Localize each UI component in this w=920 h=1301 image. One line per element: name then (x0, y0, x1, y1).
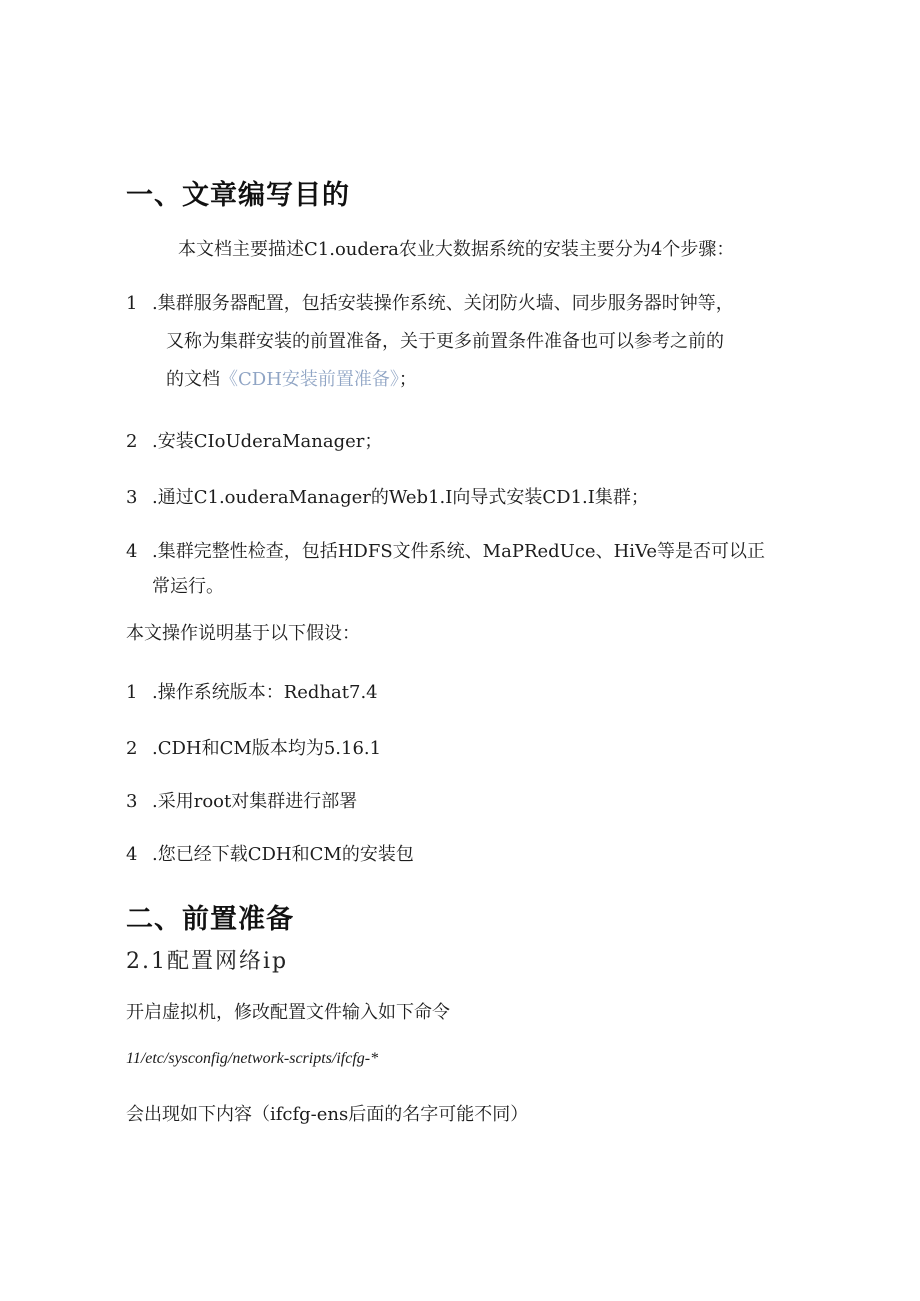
section-heading-purpose: 一、文章编写目的 (126, 180, 350, 211)
step-number: 2 (126, 431, 138, 452)
assumption-text: .采用root对集群进行部署 (152, 791, 358, 812)
assumption-number: 3 (126, 791, 138, 812)
step-text: 的文档 (166, 369, 220, 390)
step-text: ； (398, 369, 417, 390)
step-4-line-2: 常运行。 (152, 576, 224, 597)
step-text: .集群服务器配置，包括安装操作系统、关闭防火墙、同步服务器时钟等， (152, 293, 734, 314)
step-2 (126, 423, 382, 460)
step-1-line-2: 又称为集群安装的前置准备，关于更多前置条件准备也可以参考之前的 (166, 331, 724, 352)
assumption-text: .您已经下载CDH和CM的安装包 (152, 844, 414, 865)
assumption-4 (126, 836, 414, 873)
step-1 (126, 285, 734, 322)
instruction-paragraph: 开启虚拟机，修改配置文件输入如下命令 (126, 1002, 450, 1023)
step-number: 4 (126, 541, 138, 562)
intro-paragraph: 本文档主要描述C1.oudera农业大数据系统的安装主要分为4个步骤： (178, 239, 735, 260)
doc-link-cdh-prep[interactable]: 《CDH安装前置准备》 (220, 369, 399, 390)
step-1-line-3 (166, 361, 417, 398)
step-text: .集群完整性检查，包括HDFS文件系统、MaPRedUce、HiVe等是否可以正 (152, 541, 766, 562)
result-paragraph: 会出现如下内容（ifcfg-ens后面的名字可能不同） (126, 1104, 529, 1125)
step-3 (126, 479, 649, 516)
command-line: 11/etc/sysconfig/network-scripts/ifcfg-* (126, 1050, 379, 1067)
assumption-3 (126, 783, 357, 820)
step-number: 3 (126, 487, 138, 508)
assumption-2 (126, 730, 381, 767)
assumption-1 (126, 674, 378, 711)
section-heading-preparation: 二、前置准备 (126, 904, 294, 935)
assumptions-intro: 本文操作说明基于以下假设： (126, 623, 360, 644)
assumption-number: 2 (126, 738, 138, 759)
subsection-heading-network-ip: 2.1配置网络ip (126, 949, 289, 974)
assumption-text: .CDH和CM版本均为5.16.1 (152, 738, 382, 759)
step-number: 1 (126, 293, 138, 314)
step-text: .安装CIoUderaManager； (152, 431, 383, 452)
assumption-number: 4 (126, 844, 138, 865)
step-4 (126, 533, 765, 570)
step-text: .通过C1.ouderaManager的Web1.I向导式安装CD1.I集群； (152, 487, 649, 508)
assumption-text: .操作系统版本：Redhat7.4 (152, 682, 378, 703)
assumption-number: 1 (126, 682, 138, 703)
